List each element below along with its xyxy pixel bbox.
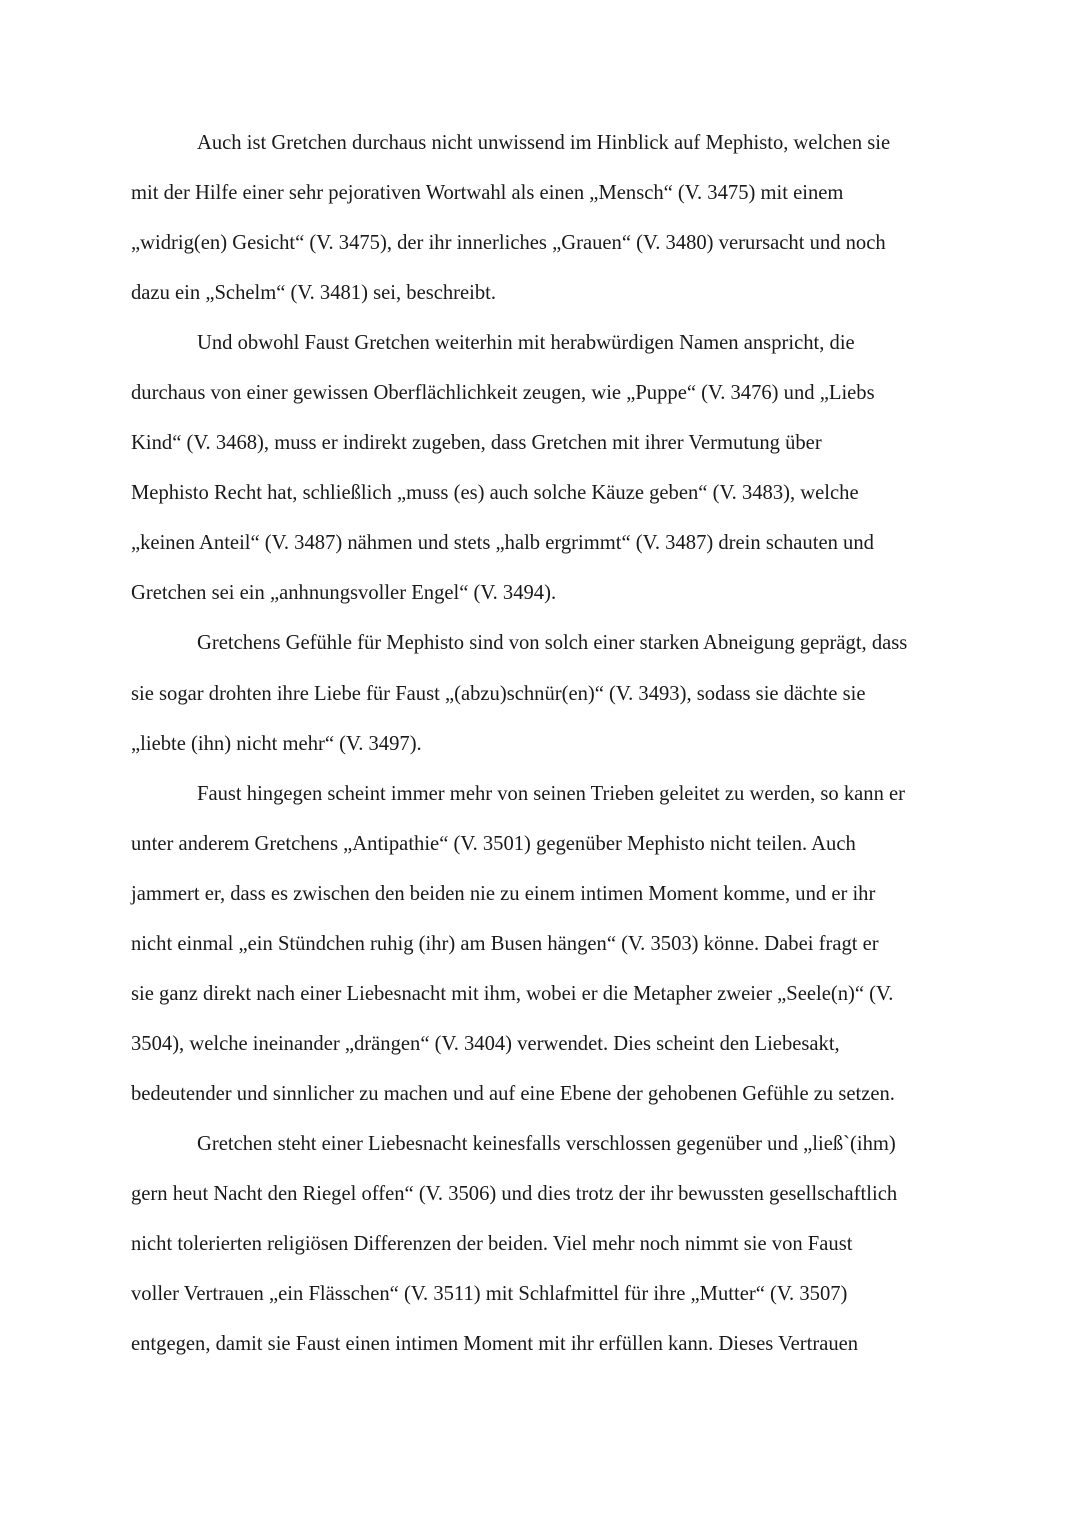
- text-line: sie sogar drohten ihre Liebe für Faust „(abzu)schnür(en)“ (V. 3493), sodass sie dächte sie: [131, 682, 866, 705]
- text-line: Und obwohl Faust Gretchen weiterhin mit herabwürdigen Namen anspricht, die: [197, 332, 855, 355]
- text-line: entgegen, damit sie Faust einen intimen Moment mit ihr erfüllen kann. Dieses Vertrauen: [131, 1333, 859, 1356]
- text-line: Faust hingegen scheint immer mehr von seinen Trieben geleitet zu werden, so kann er: [197, 782, 906, 805]
- text-line: voller Vertrauen „ein Flässchen“ (V. 3511) mit Schlafmittel für ihre „Mutter“ (V. 3507): [131, 1283, 848, 1306]
- text-line: Kind“ (V. 3468), muss er indirekt zugeben, dass Gretchen mit ihrer Vermutung über: [131, 432, 822, 455]
- text-line: mit der Hilfe einer sehr pejorativen Wortwahl als einen „Mensch“ (V. 3475) mit einem: [131, 182, 844, 205]
- text-line: nicht einmal „ein Stündchen ruhig (ihr) am Busen hängen“ (V. 3503) könne. Dabei fragt er: [131, 932, 879, 955]
- text-line: „keinen Anteil“ (V. 3487) nähmen und stets „halb ergrimmt“ (V. 3487) drein schauten und: [131, 532, 874, 555]
- text-line: gern heut Nacht den Riegel offen“ (V. 3506) und dies trotz der ihr bewussten gesellschaftlich: [131, 1182, 898, 1205]
- text-line: durchaus von einer gewissen Oberflächlichkeit zeugen, wie „Puppe“ (V. 3476) und „Liebs: [131, 382, 875, 405]
- text-line: bedeutender und sinnlicher zu machen und auf eine Ebene der gehobenen Gefühle zu setzen.: [131, 1082, 895, 1105]
- text-line: nicht tolerierten religiösen Differenzen der beiden. Viel mehr noch nimmt sie von Faust: [131, 1233, 853, 1256]
- text-line: 3504), welche ineinander „drängen“ (V. 3404) verwendet. Dies scheint den Liebesakt,: [131, 1032, 840, 1055]
- text-line: „liebte (ihn) nicht mehr“ (V. 3497).: [131, 732, 422, 755]
- text-line: Mephisto Recht hat, schließlich „muss (es) auch solche Käuze geben“ (V. 3483), welche: [131, 482, 859, 505]
- text-line: unter anderem Gretchens „Antipathie“ (V. 3501) gegenüber Mephisto nicht teilen. Auch: [131, 832, 856, 855]
- text-line: jammert er, dass es zwischen den beiden nie zu einem intimen Moment komme, und er ihr: [131, 882, 876, 905]
- text-line: Gretchen sei ein „anhnungsvoller Engel“ (V. 3494).: [131, 582, 557, 605]
- text-line: „widrig(en) Gesicht“ (V. 3475), der ihr innerliches „Grauen“ (V. 3480) verursacht und noch: [131, 232, 886, 255]
- text-line: Gretchens Gefühle für Mephisto sind von solch einer starken Abneigung geprägt, dass: [197, 632, 908, 655]
- text-line: sie ganz direkt nach einer Liebesnacht mit ihm, wobei er die Metapher zweier „Seele(n)“ (V.: [131, 982, 894, 1005]
- text-line: Auch ist Gretchen durchaus nicht unwissend im Hinblick auf Mephisto, welchen sie: [197, 132, 891, 154]
- text-line: Gretchen steht einer Liebesnacht keinesfalls verschlossen gegenüber und „ließ`(ihm): [197, 1132, 896, 1155]
- text-body: [131, 118, 961, 1369]
- text-line: dazu ein „Schelm“ (V. 3481) sei, beschreibt.: [131, 282, 497, 305]
